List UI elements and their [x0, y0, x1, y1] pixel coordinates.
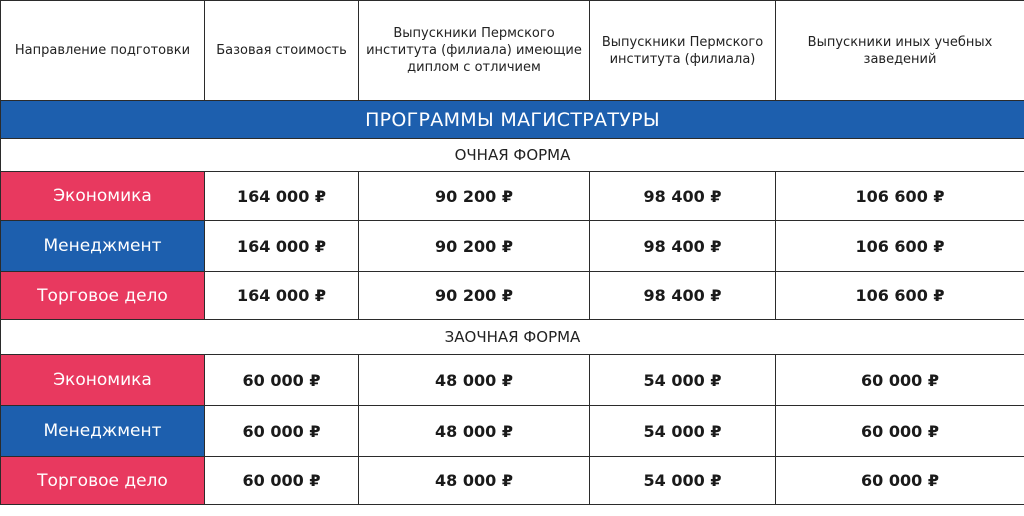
- table-row: [1, 406, 1024, 457]
- price-base: 164 000 ₽: [205, 272, 359, 320]
- price-honors: 90 200 ₽: [359, 221, 590, 272]
- price-honors: 48 000 ₽: [359, 406, 590, 457]
- program-name: Экономика: [1, 172, 205, 221]
- price-other: 60 000 ₽: [776, 457, 1024, 505]
- header-graduates-institute: Выпускники Пермского института (филиала): [590, 1, 776, 101]
- price-other: 106 600 ₽: [776, 172, 1024, 221]
- price-other: 60 000 ₽: [776, 406, 1024, 457]
- price-base: 60 000 ₽: [205, 406, 359, 457]
- program-name: Менеджмент: [1, 221, 205, 272]
- form-title-parttime: ЗАОЧНАЯ ФОРМА: [1, 320, 1024, 355]
- table-header-row: [1, 1, 1024, 101]
- price-honors: 48 000 ₽: [359, 457, 590, 505]
- price-other: 106 600 ₽: [776, 221, 1024, 272]
- program-name: Торговое дело: [1, 457, 205, 505]
- price-institute: 98 400 ₽: [590, 221, 776, 272]
- form-row-parttime: [1, 320, 1024, 355]
- price-base: 164 000 ₽: [205, 172, 359, 221]
- price-institute: 98 400 ₽: [590, 272, 776, 320]
- table-row: [1, 172, 1024, 221]
- price-institute: 54 000 ₽: [590, 457, 776, 505]
- program-name: Торговое дело: [1, 272, 205, 320]
- table-row: [1, 355, 1024, 406]
- price-honors: 90 200 ₽: [359, 272, 590, 320]
- header-base-cost: Базовая стоимость: [205, 1, 359, 101]
- table-row: [1, 457, 1024, 505]
- section-title: ПРОГРАММЫ МАГИСТРАТУРЫ: [1, 101, 1024, 139]
- header-graduates-other: Выпускники иных учебных заведений: [776, 1, 1024, 101]
- header-graduates-honors: Выпускники Пермского института (филиала) имеющие диплом с отличием: [359, 1, 590, 101]
- program-name: Менеджмент: [1, 406, 205, 457]
- price-institute: 98 400 ₽: [590, 172, 776, 221]
- table-row: [1, 221, 1024, 272]
- form-row-fulltime: [1, 139, 1024, 172]
- table-row: [1, 272, 1024, 320]
- header-direction: Направление подготовки: [1, 1, 205, 101]
- price-honors: 90 200 ₽: [359, 172, 590, 221]
- price-institute: 54 000 ₽: [590, 406, 776, 457]
- program-name: Экономика: [1, 355, 205, 406]
- price-honors: 48 000 ₽: [359, 355, 590, 406]
- price-other: 106 600 ₽: [776, 272, 1024, 320]
- section-row: [1, 101, 1024, 139]
- price-base: 60 000 ₽: [205, 355, 359, 406]
- price-base: 60 000 ₽: [205, 457, 359, 505]
- price-base: 164 000 ₽: [205, 221, 359, 272]
- price-institute: 54 000 ₽: [590, 355, 776, 406]
- form-title-fulltime: ОЧНАЯ ФОРМА: [1, 139, 1024, 172]
- price-other: 60 000 ₽: [776, 355, 1024, 406]
